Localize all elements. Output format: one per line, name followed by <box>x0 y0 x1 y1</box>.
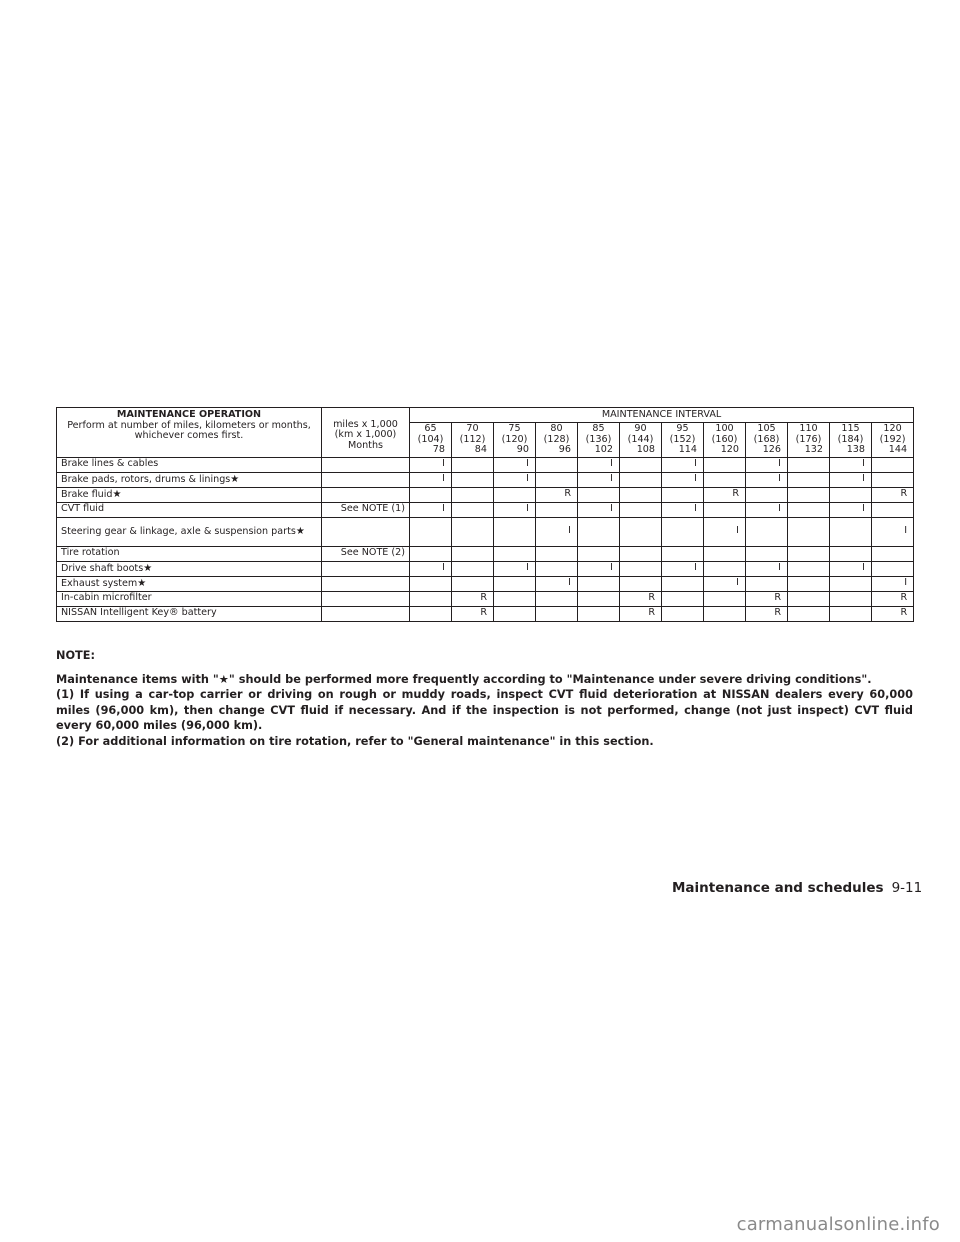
interval-cell <box>830 606 872 621</box>
interval-miles: 90 <box>634 423 647 434</box>
table-row <box>57 546 914 561</box>
interval-months: 132 <box>804 444 823 456</box>
operation-label: Tire rotation <box>61 547 120 559</box>
operation-label: In-cabin microfilter <box>61 592 152 604</box>
interval-cell <box>704 561 746 576</box>
page-number: 9-11 <box>891 880 923 896</box>
interval-cell <box>662 487 704 502</box>
units-miles: miles x 1,000 <box>333 418 398 430</box>
interval-cell <box>536 457 578 472</box>
table-row <box>57 591 914 606</box>
maintenance-schedule-table <box>56 407 914 622</box>
interval-cell <box>620 457 662 472</box>
interval-cell: I <box>830 457 872 472</box>
interval-km: (176) <box>795 433 822 445</box>
operation-cell <box>57 502 322 517</box>
interval-cell <box>788 591 830 606</box>
interval-cell <box>578 487 620 502</box>
operation-cell <box>57 591 322 606</box>
interval-cell <box>788 576 830 591</box>
table-row <box>57 487 914 502</box>
interval-miles: 110 <box>799 423 818 434</box>
interval-months: 78 <box>432 444 445 456</box>
interval-column-header <box>578 423 620 458</box>
interval-cell: I <box>494 561 536 576</box>
interval-months: 108 <box>636 444 655 456</box>
interval-cell <box>494 591 536 606</box>
operation-cell <box>57 457 322 472</box>
interval-cell <box>494 487 536 502</box>
note-ref-cell <box>322 591 410 606</box>
interval-miles: 80 <box>550 423 563 434</box>
interval-cell <box>410 591 452 606</box>
interval-km: (128) <box>543 433 570 445</box>
interval-cell <box>704 457 746 472</box>
interval-cell <box>620 472 662 487</box>
operation-label: Steering gear & linkage, axle & suspension parts <box>61 525 296 537</box>
interval-cell <box>452 487 494 502</box>
interval-cell <box>410 487 452 502</box>
interval-cell <box>536 606 578 621</box>
star-icon: ★ <box>143 562 153 574</box>
interval-cell <box>494 546 536 561</box>
interval-cell <box>788 502 830 517</box>
interval-cell <box>620 546 662 561</box>
interval-cell <box>704 591 746 606</box>
interval-cell: R <box>536 487 578 502</box>
interval-cell: R <box>620 606 662 621</box>
notes-title: NOTE: <box>56 649 95 662</box>
interval-cell <box>788 546 830 561</box>
interval-cell <box>620 487 662 502</box>
interval-cell: I <box>830 502 872 517</box>
interval-cell <box>620 561 662 576</box>
note-ref-cell <box>322 561 410 576</box>
interval-cell: I <box>872 576 914 591</box>
operation-cell <box>57 487 322 502</box>
interval-months: 114 <box>678 444 697 456</box>
interval-cell <box>494 576 536 591</box>
operation-label: Exhaust system <box>61 577 138 589</box>
interval-cell: I <box>578 502 620 517</box>
interval-km: (104) <box>417 433 444 445</box>
interval-cell <box>452 517 494 546</box>
interval-cell <box>410 576 452 591</box>
interval-cell <box>578 517 620 546</box>
interval-cell <box>788 457 830 472</box>
interval-miles: 120 <box>883 423 902 434</box>
interval-cell <box>452 561 494 576</box>
operation-label: Brake fluid <box>61 488 113 500</box>
interval-months: 126 <box>762 444 781 456</box>
interval-cell <box>872 457 914 472</box>
interval-km: (136) <box>585 433 612 445</box>
interval-cell: I <box>410 502 452 517</box>
interval-cell <box>452 472 494 487</box>
interval-cell: I <box>410 472 452 487</box>
interval-miles: 65 <box>424 423 437 434</box>
interval-km: (168) <box>753 433 780 445</box>
interval-cell <box>578 576 620 591</box>
interval-cell <box>872 502 914 517</box>
interval-cell <box>704 546 746 561</box>
star-icon: ★ <box>137 577 147 589</box>
interval-cell: I <box>410 561 452 576</box>
operation-header-desc: Perform at number of miles, kilometers or months, whichever comes first. <box>67 419 311 442</box>
interval-cell <box>536 561 578 576</box>
interval-column-header <box>746 423 788 458</box>
interval-column-header <box>452 423 494 458</box>
interval-cell <box>536 591 578 606</box>
note-ref-cell <box>322 517 410 546</box>
interval-cell <box>830 576 872 591</box>
operation-header-title: MAINTENANCE OPERATION <box>116 409 262 420</box>
interval-cell: R <box>452 591 494 606</box>
interval-cell: R <box>872 606 914 621</box>
interval-cell: I <box>410 457 452 472</box>
operation-cell <box>57 561 322 576</box>
table-row <box>57 576 914 591</box>
interval-cell <box>746 576 788 591</box>
interval-column-header <box>494 423 536 458</box>
note-ref-cell <box>322 457 410 472</box>
operation-cell <box>57 606 322 621</box>
operation-label: NISSAN Intelligent Key® battery <box>61 607 217 619</box>
table-body <box>57 457 914 621</box>
interval-cell <box>662 576 704 591</box>
star-icon: ★ <box>295 525 305 537</box>
interval-cell <box>536 546 578 561</box>
interval-cell <box>704 472 746 487</box>
table-row <box>57 561 914 576</box>
interval-miles: 75 <box>508 423 521 434</box>
interval-cell: I <box>704 576 746 591</box>
interval-cell: R <box>746 606 788 621</box>
interval-cell <box>494 606 536 621</box>
interval-column-header <box>704 423 746 458</box>
interval-cell <box>410 606 452 621</box>
units-months: Months <box>347 439 384 451</box>
interval-cell <box>746 487 788 502</box>
interval-cell: I <box>662 561 704 576</box>
interval-cell: I <box>662 457 704 472</box>
interval-miles: 105 <box>757 423 776 434</box>
interval-months: 84 <box>474 444 487 456</box>
note-ref-cell <box>322 487 410 502</box>
interval-cell <box>452 457 494 472</box>
units-km: (km x 1,000) <box>334 429 397 441</box>
interval-cell: I <box>494 502 536 517</box>
interval-cell <box>788 472 830 487</box>
interval-cell: I <box>746 472 788 487</box>
interval-cell: R <box>704 487 746 502</box>
table-row <box>57 606 914 621</box>
interval-cell: I <box>578 457 620 472</box>
interval-months: 144 <box>888 444 908 456</box>
interval-cell: I <box>578 472 620 487</box>
interval-column-header <box>410 423 452 458</box>
interval-km: (144) <box>627 433 654 445</box>
interval-cell <box>872 561 914 576</box>
interval-cell <box>620 576 662 591</box>
interval-cell <box>620 502 662 517</box>
interval-cell <box>452 502 494 517</box>
interval-months: 96 <box>558 444 571 456</box>
interval-months: 138 <box>846 444 865 456</box>
interval-cell: I <box>536 517 578 546</box>
interval-cell <box>662 591 704 606</box>
interval-column-header <box>620 423 662 458</box>
interval-cell <box>872 472 914 487</box>
interval-column-header <box>536 423 578 458</box>
interval-cell: I <box>872 517 914 546</box>
interval-cell <box>662 546 704 561</box>
interval-cell <box>788 517 830 546</box>
interval-cell <box>536 472 578 487</box>
interval-cell <box>410 546 452 561</box>
operation-label: CVT fluid <box>61 503 105 515</box>
interval-cell <box>872 546 914 561</box>
operation-header <box>57 408 322 458</box>
note-ref-cell <box>322 472 410 487</box>
interval-cell: I <box>662 472 704 487</box>
note-ref-cell: See NOTE (1) <box>322 502 410 517</box>
interval-cell: I <box>494 472 536 487</box>
interval-header: MAINTENANCE INTERVAL <box>410 408 914 423</box>
interval-cell <box>578 591 620 606</box>
interval-column-header <box>662 423 704 458</box>
interval-km: (112) <box>459 433 486 445</box>
interval-km: (160) <box>711 433 738 445</box>
interval-cell: I <box>536 576 578 591</box>
operation-cell <box>57 546 322 561</box>
interval-cell <box>830 546 872 561</box>
interval-km: (152) <box>669 433 696 445</box>
interval-cell: R <box>452 606 494 621</box>
interval-cell <box>788 606 830 621</box>
star-icon: ★ <box>230 473 240 485</box>
interval-cell <box>746 517 788 546</box>
interval-cell <box>830 487 872 502</box>
interval-cell: I <box>578 561 620 576</box>
interval-cell <box>410 517 452 546</box>
interval-cell: I <box>830 472 872 487</box>
interval-cell: R <box>620 591 662 606</box>
interval-cell <box>830 591 872 606</box>
interval-cell <box>788 561 830 576</box>
note-1: (1) If using a car-top carrier or driving on rough or muddy roads, inspect CVT fluid deterioration at NISSAN dealers every 60,000 miles (96,000 km), then change CVT fluid if necessary. And if the inspection is not performed, change (not just inspect) CVT fluid every 60,000 miles (96,000 km). <box>56 688 913 733</box>
interval-cell <box>704 606 746 621</box>
table-row <box>57 457 914 472</box>
units-header <box>322 408 410 458</box>
interval-cell <box>662 606 704 621</box>
operation-label: Drive shaft boots <box>61 562 144 574</box>
interval-months: 120 <box>720 444 739 456</box>
section-title: Maintenance and schedules <box>672 880 884 896</box>
table-row <box>57 502 914 517</box>
interval-column-header <box>872 423 914 458</box>
interval-cell: I <box>494 457 536 472</box>
interval-miles: 115 <box>841 423 860 434</box>
page-footer <box>672 880 922 896</box>
interval-km: (184) <box>837 433 864 445</box>
operation-cell <box>57 472 322 487</box>
interval-column-header <box>830 423 872 458</box>
interval-miles: 100 <box>715 423 734 434</box>
interval-cell: R <box>746 591 788 606</box>
interval-cell: I <box>746 561 788 576</box>
table-row <box>57 517 914 546</box>
table-row <box>57 472 914 487</box>
interval-cell: I <box>746 502 788 517</box>
interval-cell <box>620 517 662 546</box>
watermark: carmanualsonline.info <box>736 1214 940 1235</box>
interval-cell <box>536 502 578 517</box>
interval-cell: R <box>872 591 914 606</box>
interval-cell <box>662 517 704 546</box>
note-ref-cell <box>322 576 410 591</box>
operation-label: Brake lines & cables <box>61 458 159 470</box>
operation-cell <box>57 517 322 546</box>
interval-months: 102 <box>594 444 613 456</box>
interval-cell <box>452 576 494 591</box>
note-ref-cell <box>322 606 410 621</box>
interval-km: (120) <box>501 433 528 445</box>
interval-cell: I <box>662 502 704 517</box>
note-2: (2) For additional information on tire rotation, refer to "General maintenance" in this section. <box>56 734 654 748</box>
notes-section <box>56 648 913 750</box>
interval-cell <box>452 546 494 561</box>
interval-cell <box>494 517 536 546</box>
interval-cell: I <box>830 561 872 576</box>
interval-cell <box>578 606 620 621</box>
operation-label: Brake pads, rotors, drums & linings <box>61 473 231 485</box>
interval-cell: I <box>704 517 746 546</box>
interval-cell <box>578 546 620 561</box>
interval-cell <box>830 517 872 546</box>
interval-cell: R <box>872 487 914 502</box>
interval-miles: 95 <box>676 423 689 434</box>
star-icon: ★ <box>112 488 122 500</box>
note-severe: Maintenance items with "★" should be performed more frequently according to "Maintenance under severe driving conditions". <box>56 672 872 686</box>
operation-cell <box>57 576 322 591</box>
interval-cell <box>746 546 788 561</box>
interval-cell <box>704 502 746 517</box>
interval-cell: I <box>746 457 788 472</box>
interval-km: (192) <box>879 433 906 445</box>
interval-cell <box>788 487 830 502</box>
interval-months: 90 <box>516 444 529 456</box>
interval-column-header <box>788 423 830 458</box>
note-ref-cell: See NOTE (2) <box>322 546 410 561</box>
interval-miles: 70 <box>466 423 479 434</box>
interval-miles: 85 <box>592 423 605 434</box>
